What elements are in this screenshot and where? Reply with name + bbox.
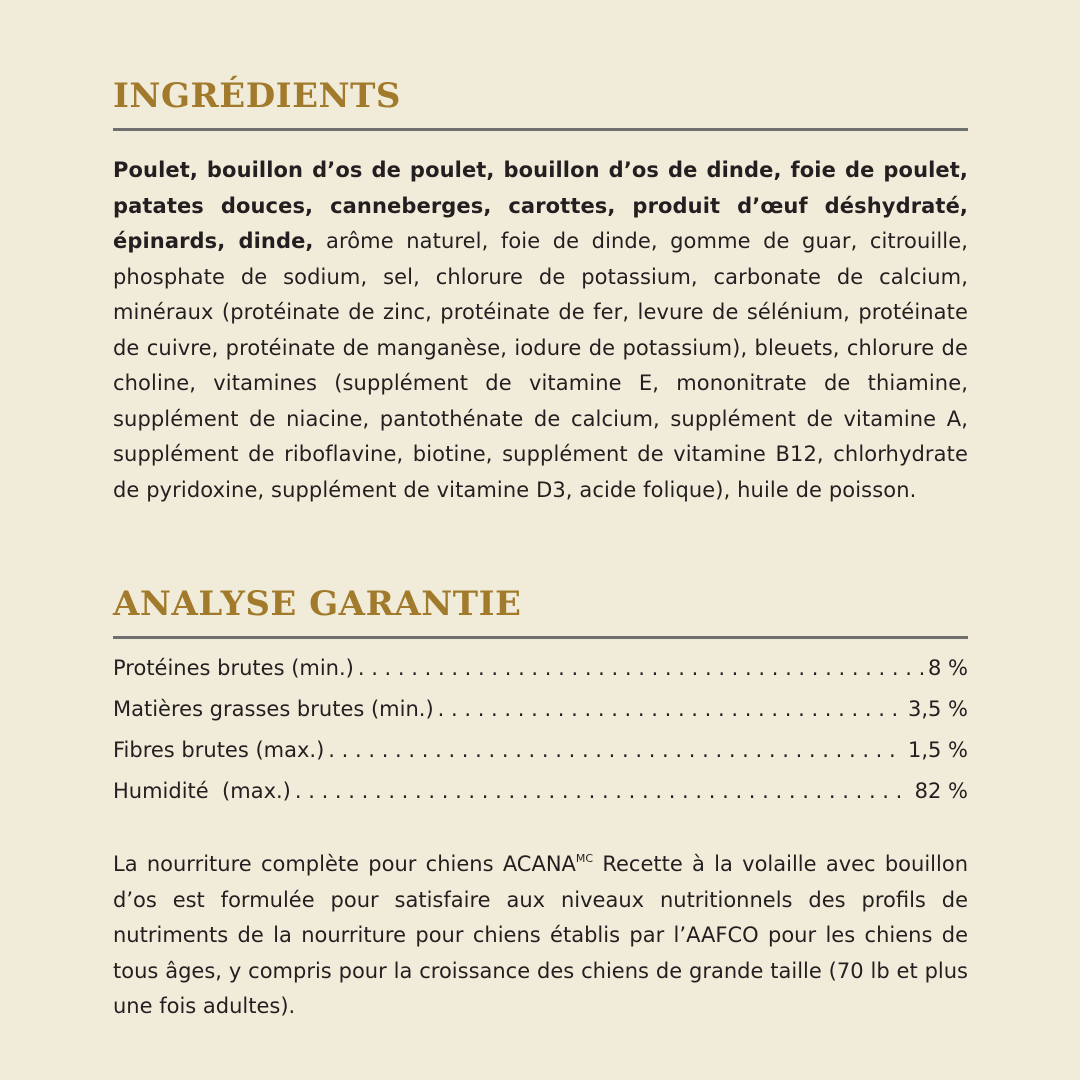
guaranteed-analysis-list [113,651,968,815]
analysis-row-moisture [113,774,968,815]
dot-leader [328,733,904,767]
analysis-heading: ANALYSE GARANTIE [113,584,522,624]
ingredients-text [113,153,968,508]
aafco-statement [113,847,968,1025]
dot-leader [438,692,904,726]
analysis-divider [113,636,968,639]
ingredients-primary: Poulet, bouillon d’os de poulet, bouillon d’os de dinde, foie de poulet, patates douces, canneberges, carottes, produit d’œuf déshydraté, épinards, dinde, [113,158,968,253]
analysis-value: 8 % [928,656,968,680]
analysis-value: 3,5 % [907,697,968,721]
analysis-value: 82 % [914,779,968,803]
statement-text-end: Recette à la volaille avec bouillon d’os est formulée pour satisfaire aux niveaux nutritionnels des profils de nutriments de la nourriture pour chiens établis par l’AAFCO pour les chiens de tous âges, y compris pour la croissance des chiens de grande taille (70 lb et plus une fois adultes). [113,852,969,1018]
trademark-mark: MC [575,852,594,865]
ingredients-divider [113,128,968,131]
ingredients-secondary: arôme naturel, foie de dinde, gomme de guar, citrouille, phosphate de sodium, sel, chlorure de potassium, carbonate de calcium, minéraux (protéinate de zinc, protéinate de fer, levure de sélénium, protéinate de cuivre, protéinate de manganèse, iodure de potassium), bleuets, chlorure de choline, vitamines (supplément de vitamine E, mononitrate de thiamine, supplément de niacine, pantothénate de calcium, supplément de vitamine A, supplément de riboflavine, biotine, supplément de vitamine B12, chlorhydrate de pyridoxine, supplément de vitamine D3, acide folique), huile de poisson. [113,229,968,502]
analysis-row-protein [113,651,968,692]
analysis-row-fiber [113,733,968,774]
ingredients-heading: INGRÉDIENTS [113,76,401,116]
dot-leader [295,774,911,808]
dot-leader [358,651,924,685]
analysis-row-fat [113,692,968,733]
analysis-label: Fibres brutes (max.) [113,738,325,762]
analysis-label: Matières grasses brutes (min.) [113,697,434,721]
statement-text-start: La nourriture complète pour chiens ACANA [113,852,576,876]
analysis-label: Protéines brutes (min.) [113,656,354,680]
analysis-label: Humidité (max.) [113,779,291,803]
analysis-value: 1,5 % [907,738,968,762]
